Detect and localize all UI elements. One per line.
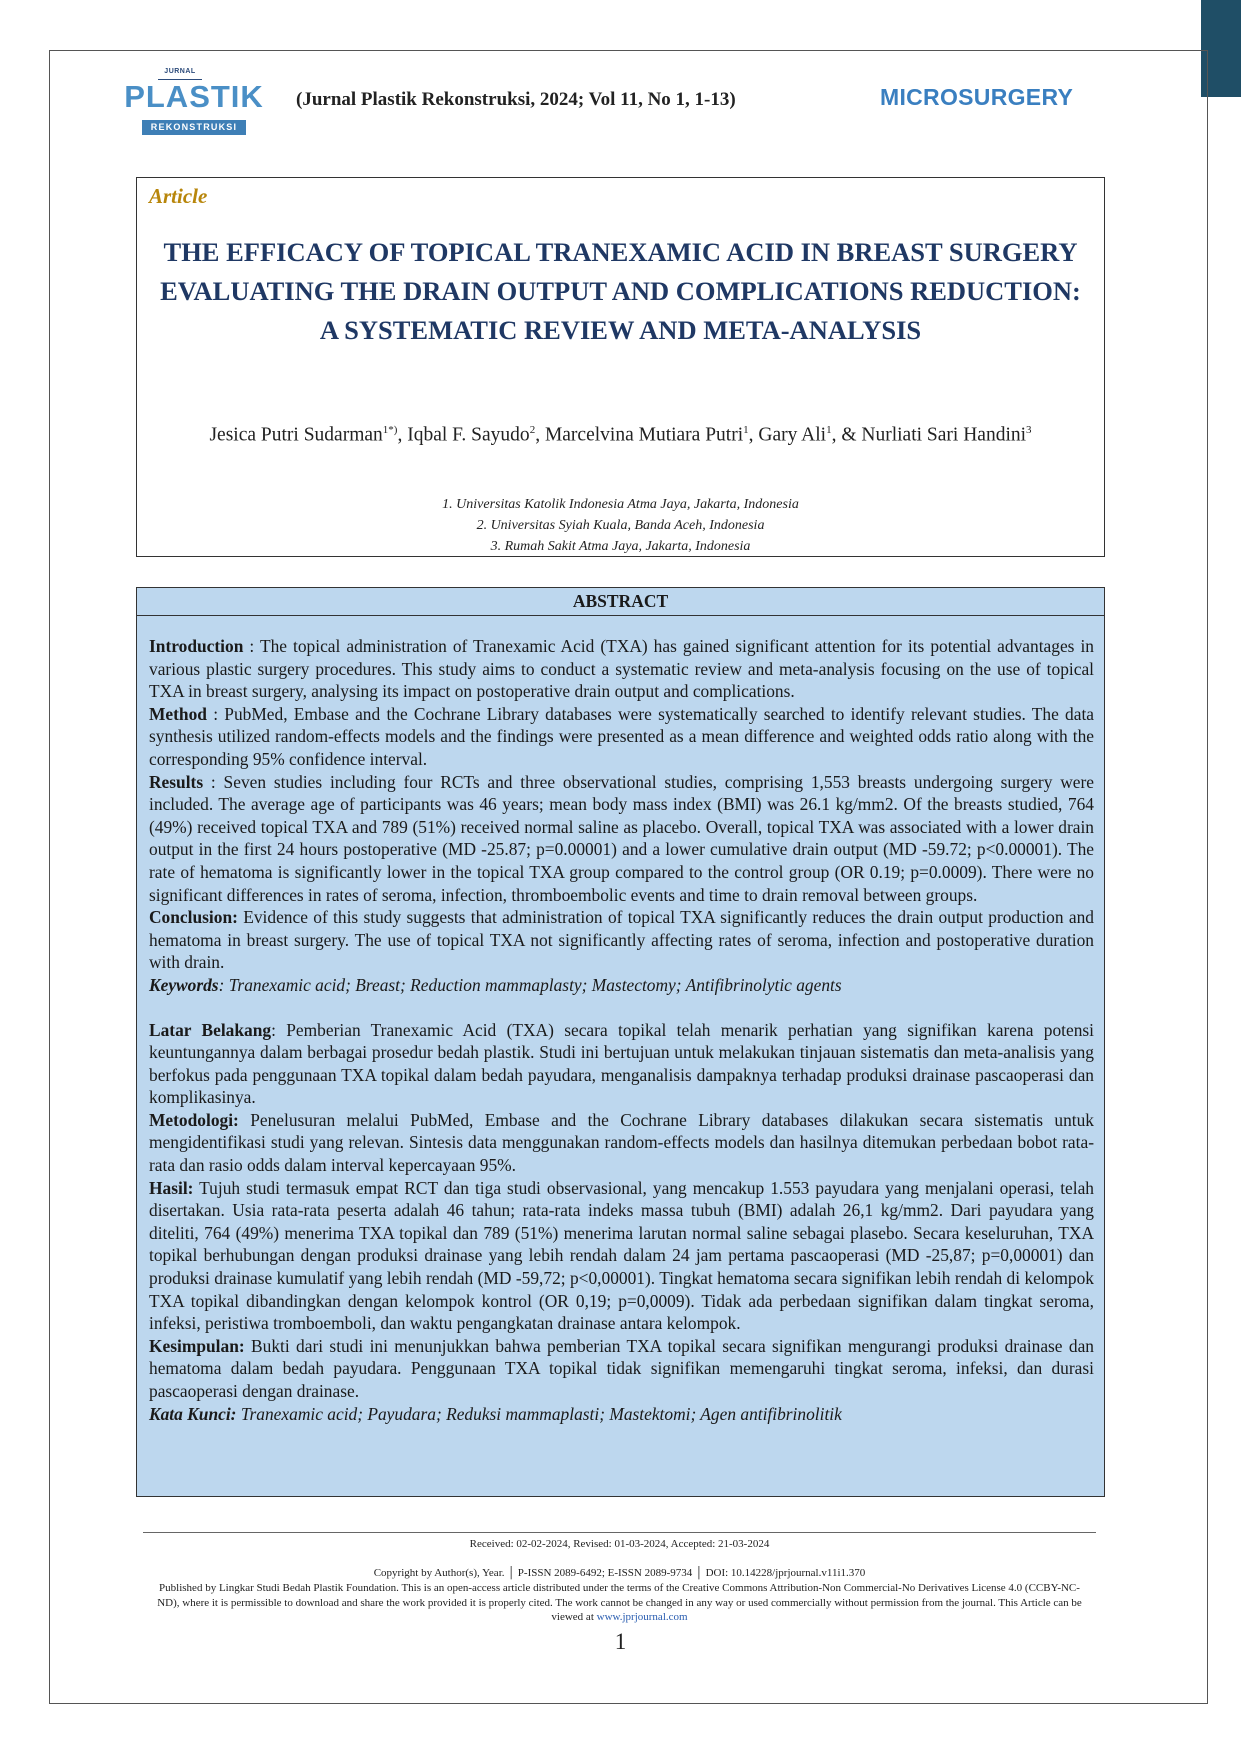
abstract-section-results (149, 771, 1094, 907)
paper-title: THE EFFICACY OF TOPICAL TRANEXAMIC ACID IN BREAST SURGERY EVALUATING THE DRAIN OUTPUT AND COMPLICATIONS REDUCTION: A SYSTEMATIC REVIEW AND META-ANALYSIS (160, 237, 1081, 345)
section-label: Metodologi: (149, 1109, 239, 1130)
kata-kunci-text: Tranexamic acid; Payudara; Reduksi mammaplasti; Mastektomi; Agen antifibrinolitik (236, 1403, 842, 1424)
label-separator: : (206, 703, 225, 724)
author-name: Iqbal F. Sayudo (407, 424, 530, 446)
logo-sub-text: REKONSTRUKSI (142, 120, 246, 135)
journal-logo (124, 68, 264, 140)
abstract-body (149, 635, 1094, 1425)
section-label: Method (149, 703, 207, 724)
article-type-label: Article (149, 184, 208, 208)
abstract-keywords (149, 974, 1094, 997)
section-label: Kesimpulan: (149, 1335, 245, 1356)
author-name: Nurliati Sari Handini (861, 424, 1027, 446)
label-separator: : (271, 1019, 287, 1040)
author-list (157, 418, 1084, 448)
author-separator: , & (831, 424, 862, 446)
page-number: 1 (614, 1629, 627, 1654)
section-label: MICROSURGERY (880, 84, 1074, 110)
abstrak-section-hasil (149, 1177, 1094, 1335)
journal-reference: (Jurnal Plastik Rekonstruksi, 2024; Vol 11, No 1, 1-13) (296, 89, 736, 110)
affiliation-item: 1. Universitas Katolik Indonesia Atma Jaya, Jakarta, Indonesia (442, 497, 799, 512)
author-affiliation-mark: 2 (529, 424, 536, 436)
abstrak-kata-kunci (149, 1403, 1094, 1426)
section-text: Evidence of this study suggests that administration of topical TXA significantly reduces the drain output production and hematoma in breast surgery. The use of topical TXA not significantly affecting rates of seroma, infection and postoperative duration with drain. (149, 907, 1094, 973)
section-text: Bukti dari studi ini menunjukkan bahwa pemberian TXA topikal secara signifikan mengurangi produksi drainase dan hematoma dalam bedah payudara. Penggunaan TXA topikal tidak signifikan memengaruhi tingkat seroma, infeksi, dan durasi pascaoperasi dengan drainase. (149, 1335, 1094, 1401)
logo-main-text: PLASTIK (124, 79, 264, 114)
section-gap (149, 997, 1094, 1019)
title-box (136, 177, 1105, 557)
affiliation-item: 2. Universitas Syiah Kuala, Banda Aceh, Indonesia (476, 518, 765, 533)
section-text: Seven studies including four RCTs and three observational studies, comprising 1,553 breasts undergoing surgery were included. The average age of participants was 46 years; mean body mass index (BMI) was 26.1 kg/mm2. Of the breasts studied, 764 (49%) received topical TXA and 789 (51%) received normal saline as placebo. Overall, topical TXA was associated with a lower drain output in the first 24 hours postoperative (MD -25.87; p=0.00001) and a lower cumulative drain output (MD -59.72; p<0.00001). The rate of hematoma is significantly lower in the topical TXA group compared to the control group (OR 0.19; p=0.0009). There were no significant differences in rates of seroma, infection, thromboembolic events and time to drain removal between groups. (149, 771, 1094, 905)
abstract-section-method (149, 703, 1094, 771)
section-label: Introduction (149, 636, 244, 656)
abstract-box (136, 587, 1105, 1497)
section-label: Results (149, 771, 204, 792)
footer-received-dates: Received: 02-02-2024, Revised: 01-03-2024, Accepted: 21-03-2024 (469, 1538, 770, 1550)
abstrak-section-latar-belakang (149, 1019, 1094, 1109)
author-separator: , (535, 424, 545, 446)
license-text: Published by Lingkar Studi Bedah Plastik Foundation. This is an open-access article distributed under the terms of the Creative Commons Attribution-Non Commercial-No Derivatives License 4.0 (CCBY-NC-ND), where it is permissible to download and share the work provided it is properly cited. The work cannot be changed in any way or used commercially without permission from the journal. This Article can be viewed at (157, 1582, 1082, 1623)
abstract-section-introduction (149, 635, 1094, 703)
section-text: Penelusuran melalui PubMed, Embase and the Cochrane Library databases dilakukan secara sistematis untuk mengidentifikasi studi yang relevan. Sintesis data menggunakan random-effects models dan hasilnya ditemukan perbedaan bobot rata-rata dan rasio odds dalam interval kepercayaan 95%. (149, 1109, 1094, 1176)
keywords-label: Keywords (149, 974, 219, 995)
author-affiliation-mark: 1 (826, 424, 832, 436)
section-label: Latar Belakang (149, 1019, 272, 1040)
footer-license (150, 1581, 1089, 1625)
section-label: Hasil: (149, 1177, 194, 1198)
section-text: Pemberian Tranexamic Acid (TXA) secara topikal telah menarik perhatian yang signifikan karena potensi keuntungannya dalam berbagai prosedur bedah plastik. Studi ini bertujuan untuk melakukan tinjauan sistematis dan meta-analisis yang berfokus pada penggunaan TXA topikal dalam bedah payudara, menganalisis dampaknya terhadap produksi drainase pascaoperasi dan komplikasinya. (149, 1019, 1094, 1108)
author-name: Marcelvina Mutiara Putri (544, 424, 744, 446)
author-name: Gary Ali (758, 424, 827, 446)
label-separator: : (203, 771, 224, 792)
kata-kunci-label: Kata Kunci: (149, 1403, 237, 1424)
abstract-section-conclusion (149, 906, 1094, 974)
footer-copyright: Copyright by Author(s), Year. │ P-ISSN 2089-6492; E-ISSN 2089-9734 │ DOI: 10.14228/jprjournal.v11i1.370 (373, 1567, 866, 1579)
footer-divider (143, 1532, 1096, 1533)
section-text: The topical administration of Tranexamic Acid (TXA) has gained significant attention for its potential advantages in various plastic surgery procedures. This study aims to conduct a systematic review and meta-analysis focusing on the use of topical TXA in breast surgery, analysing its impact on postoperative drain output and complications. (149, 636, 1094, 702)
affiliation-list (157, 494, 1084, 557)
logo-small-text: JURNAL (158, 68, 202, 80)
journal-website-link[interactable]: www.jprjournal.com (596, 1611, 688, 1623)
affiliation-item: 3. Rumah Sakit Atma Jaya, Jakarta, Indonesia (490, 539, 751, 554)
author-name: Jesica Putri Sudarman (209, 424, 383, 446)
section-label: Conclusion: (149, 907, 238, 928)
author-affiliation-mark: 3 (1026, 424, 1032, 436)
author-affiliation-mark: 1 (743, 424, 749, 436)
abstrak-section-kesimpulan (149, 1335, 1094, 1403)
section-text: PubMed, Embase and the Cochrane Library databases were systematically searched to identify relevant studies. The data synthesis utilized random-effects models and the findings were presented as a mean difference and weighted odds ratio along with the corresponding 95% confidence interval. (149, 703, 1094, 769)
abstract-heading: ABSTRACT (137, 588, 1104, 616)
author-separator: , (748, 424, 759, 446)
abstrak-section-metodologi (149, 1109, 1094, 1177)
author-affiliation-mark: 1*) (382, 424, 398, 436)
label-separator (239, 1110, 250, 1130)
section-text: Tujuh studi termasuk empat RCT dan tiga studi observasional, yang mencakup 1.553 payudara yang menjalani operasi, telah disertakan. Usia rata-rata peserta adalah 46 tahun; rata-rata indeks massa tubuh (BMI) adalah 26,1 kg/mm2. Dari payudara yang diteliti, 764 (49%) menerima TXA topikal dan 789 (51%) menerima larutan normal saline sebagai plasebo. Secara keseluruhan, TXA topikal berhubungan dengan produksi drainase yang lebih rendah dalam 24 jam pertama pascaoperasi (MD -25,87; p=0,00001) dan produksi drainase kumulatif yang lebih rendah (MD -59,72; p<0,00001). Tingkat hematoma secara signifikan lebih rendah di kelompok TXA topikal dibandingkan dengan kelompok kontrol (OR 0,19; p=0,0009). Tidak ada perbedaan signifikan dalam tingkat seroma, infeksi, peristiwa tromboemboli, dan waktu pengangkatan drainase antara kelompok. (149, 1177, 1094, 1334)
keywords-text: : Tranexamic acid; Breast; Reduction mammaplasty; Mastectomy; Antifibrinolytic agents (218, 974, 842, 995)
label-separator: : (243, 636, 260, 656)
author-separator: , (397, 424, 408, 446)
